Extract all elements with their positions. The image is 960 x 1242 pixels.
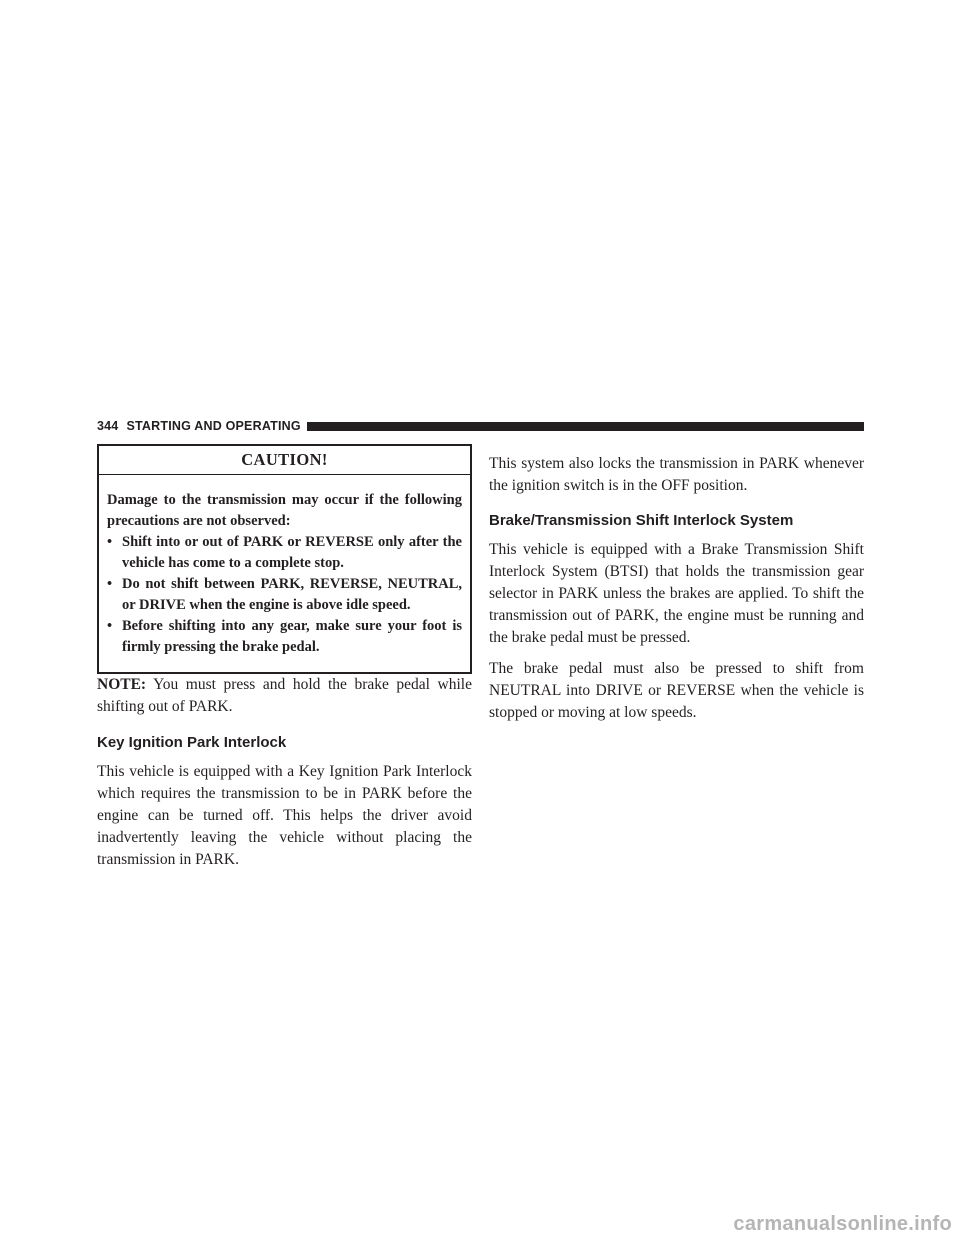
caution-item bbox=[107, 616, 462, 658]
watermark: carmanualsonline.info bbox=[733, 1213, 952, 1235]
page-number: 344 bbox=[97, 419, 119, 433]
bullet-icon: • bbox=[107, 576, 113, 592]
btsi-paragraph-1: This vehicle is equipped with a Brake Transmission Shift Interlock System (BTSI) that holds the transmission gear selector in PARK unless the brakes are applied. To shift the transmission out of PARK, the engine must be running and the brake pedal must be pressed. bbox=[489, 541, 864, 646]
caution-item-text: Before shifting into any gear, make sure your foot is firmly pressing the brake pedal. bbox=[122, 618, 462, 655]
caution-list bbox=[107, 532, 462, 658]
caution-item bbox=[107, 574, 462, 616]
left-column bbox=[97, 444, 472, 871]
key-ignition-heading: Key Ignition Park Interlock bbox=[97, 734, 287, 751]
note-label: NOTE: bbox=[97, 676, 147, 693]
btsi-heading: Brake/Transmission Shift Interlock System bbox=[489, 512, 794, 529]
right-column bbox=[489, 444, 864, 724]
note-paragraph bbox=[97, 674, 472, 718]
caution-item-text: Shift into or out of PARK or REVERSE only after the vehicle has come to a complete stop. bbox=[122, 534, 462, 571]
section-title: STARTING AND OPERATING bbox=[126, 419, 301, 433]
key-ignition-paragraph: This vehicle is equipped with a Key Ignition Park Interlock which requires the transmission to be in PARK before the engine can be turned off. This helps the driver avoid inadvertently leaving the vehicle without placing the transmission in PARK. bbox=[97, 763, 472, 868]
header-rule bbox=[307, 422, 864, 431]
caution-item-text: Do not shift between PARK, REVERSE, NEUTRAL, or DRIVE when the engine is above idle speed. bbox=[122, 576, 462, 613]
bullet-icon: • bbox=[107, 618, 113, 634]
bullet-icon: • bbox=[107, 534, 113, 550]
running-header bbox=[97, 419, 864, 433]
btsi-paragraph-2: The brake pedal must also be pressed to shift from NEUTRAL into DRIVE or REVERSE when the vehicle is stopped or moving at low speeds. bbox=[489, 660, 864, 721]
caution-box bbox=[97, 444, 472, 674]
caution-title: CAUTION! bbox=[99, 446, 470, 475]
key-ignition-paragraph-2: This system also locks the transmission in PARK whenever the ignition switch is in the OFF position. bbox=[489, 455, 864, 494]
note-text: You must press and hold the brake pedal while shifting out of PARK. bbox=[97, 676, 472, 715]
caution-item bbox=[107, 532, 462, 574]
caution-intro: Damage to the transmission may occur if the following precautions are not observed: bbox=[107, 492, 462, 529]
